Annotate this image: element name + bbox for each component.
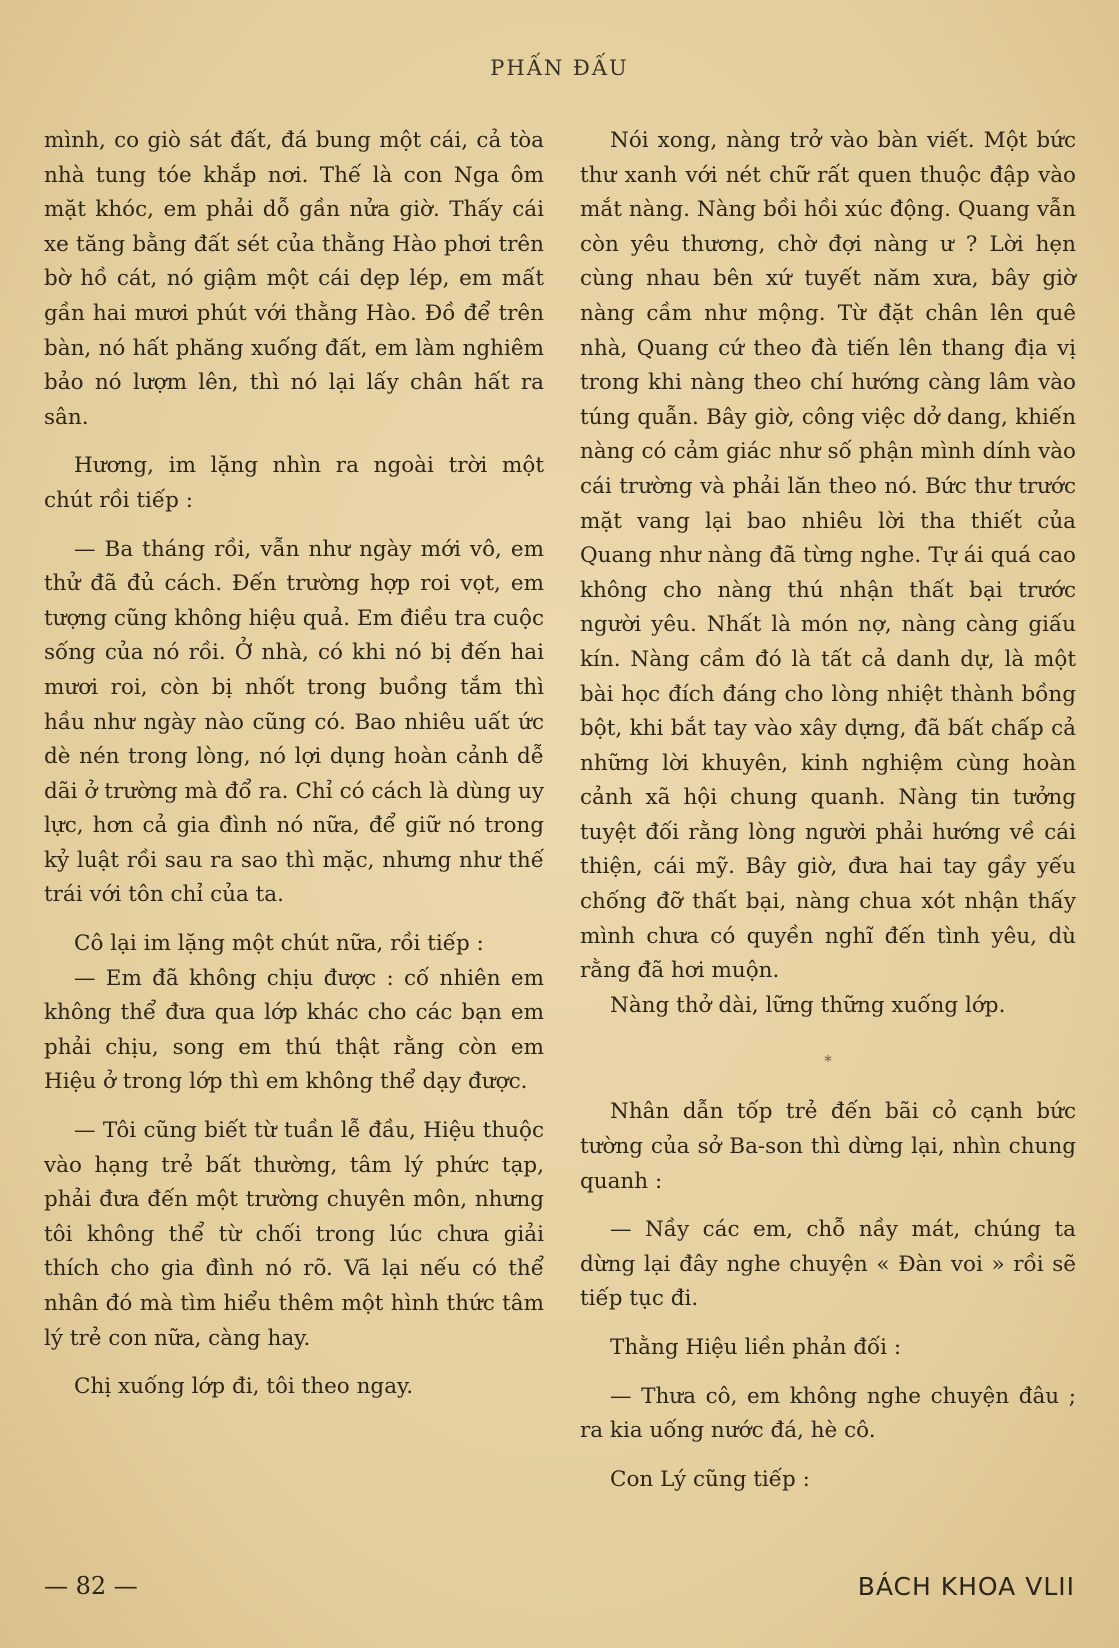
paragraph: — Em đã không chịu được : cố nhiên em không thể đưa qua lớp khác cho các bạn em phải chịu, song em thú thật rằng còn em Hiệu ở trong lớp thì em không thể dạy được. <box>44 965 544 1095</box>
section-break: * <box>824 1052 832 1071</box>
paragraph: Hương, im lặng nhìn ra ngoài trời một chút rồi tiếp : <box>44 453 544 513</box>
paragraph: Con Lý cũng tiếp : <box>610 1466 810 1492</box>
paragraph: Cô lại im lặng một chút nữa, rồi tiếp : <box>74 931 484 957</box>
paragraph: — Ba tháng rồi, vẫn như ngày mới vô, em thử đã đủ cách. Đến trường hợp roi vọt, em tượng cũng không hiệu quả. Em điều tra cuộc sống của nó rồi. Ở nhà, có khi nó bị đến hai mươi roi, còn bị nhốt trong buồng tắm thì hầu như ngày nào cũng có. Bao nhiêu uất ức dè nén trong lòng, nó lợi dụng hoàn cảnh dễ dãi ở trường mà đổ ra. Chỉ có cách là dùng uy lực, hơn cả gia đình nó nữa, để giữ nó trong kỷ luật rồi sau ra sao thì mặc, nhưng như thế trái với tôn chỉ của ta. <box>44 536 544 908</box>
running-title: PHẤN ĐẤU <box>490 56 629 80</box>
left-column <box>44 124 544 1405</box>
paragraph: — Tôi cũng biết từ tuần lễ đầu, Hiệu thuộc vào hạng trẻ bất thường, tâm lý phức tạp, phải đưa đến một trường chuyên môn, nhưng tôi không thể từ chối trong lúc chưa giải thích cho gia đình nó rõ. Vã lại nếu có thể nhân đó mà tìm hiểu thêm một hình thức tâm lý trẻ con nữa, càng hay. <box>44 1118 544 1351</box>
paragraph: mình, co giò sát đất, đá bung một cái, cả tòa nhà tung tóe khắp nơi. Thế là con Nga ôm mặt khóc, em phải dỗ gần nửa giờ. Thấy cái xe tăng bằng đất sét của thằng Hào phơi trên bờ hồ cát, nó giậm một cái dẹp lép, em mất gần hai mươi phút với thằng Hào. Đồ để trên bàn, nó hất phăng xuống đất, em làm nghiêm bảo nó lượm lên, thì nó lại lấy chân hất ra sân. <box>44 128 544 430</box>
page-number: — 82 — <box>44 1572 138 1600</box>
paragraph: Nàng thở dài, lững thững xuống lớp. <box>610 992 1006 1018</box>
paragraph: — Thưa cô, em không nghe chuyện đâu ; ra kia uống nước đá, hè cô. <box>580 1383 1076 1444</box>
paragraph: Chị xuống lớp đi, tôi theo ngay. <box>74 1374 414 1400</box>
paragraph: Nhân dẫn tốp trẻ đến bãi cỏ cạnh bức tường của sở Ba-son thì dừng lại, nhìn chung quanh : <box>580 1099 1076 1194</box>
paragraph: Nói xong, nàng trở vào bàn viết. Một bức thư xanh với nét chữ rất quen thuộc đập vào mắt nàng. Nàng bồi hồi xúc động. Quang vẫn còn yêu thương, chờ đợi nàng ư ? Lời hẹn cùng nhau bên xứ tuyết năm xưa, bây giờ nàng cầm như mộng. Từ đặt chân lên quê nhà, Quang cứ theo đà tiến lên thang địa vị trong khi nàng theo chí hướng càng lâm vào túng quẫn. Bây giờ, công việc dở dang, khiến nàng có cảm giác như số phận mình dính vào cái trường và phải lăn theo nó. Bức thư trước mặt vang lại bao nhiêu lời tha thiết của Quang như nàng đã từng nghe. Tự ái quá cao không cho nàng thú nhận thất bại trước người yêu. Nhất là món nợ, nàng càng giấu kín. Nàng cầm đó là tất cả danh dự, là một bài học đích đáng cho lòng nhiệt thành bồng bột, khi bắt tay vào xây dựng, đã bất chấp cả những lời khuyên, kinh nghiệm cùng hoàn cảnh xã hội chung quanh. Nàng tin tưởng tuyệt đối rằng lòng người phải hướng về cái thiện, cái mỹ. Bây giờ, đưa hai tay gầy yếu chống đỡ thất bại, nàng chua xót nhận thấy mình chưa có quyền nghĩ đến tình yêu, dù rằng đã hơi muộn. <box>580 128 1076 984</box>
paragraph: Thằng Hiệu liền phản đối : <box>610 1335 902 1360</box>
right-column <box>580 124 1076 1497</box>
publication-title: BÁCH KHOA VLII <box>857 1572 1075 1601</box>
paragraph: — Nầy các em, chỗ nầy mát, chúng ta dừng lại đây nghe chuyện « Đàn voi » rồi sẽ tiếp tục đi. <box>580 1217 1076 1312</box>
